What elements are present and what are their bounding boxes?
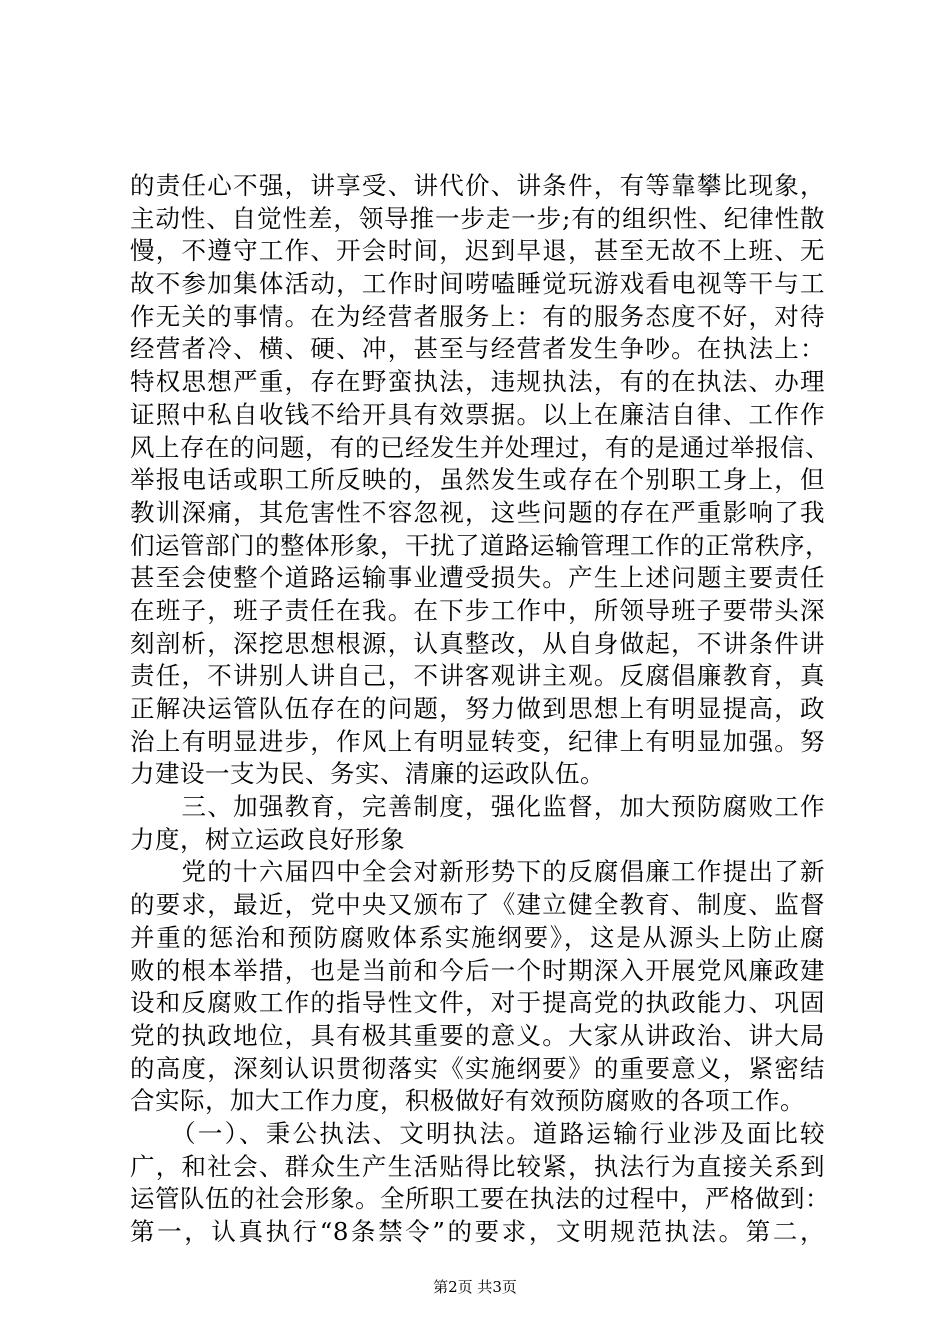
text-line: 党的十六届四中全会对新形势下的反腐倡廉工作提出了新 <box>130 857 825 887</box>
body-text <box>130 170 830 1249</box>
text-line: 证照中私自收钱不给开具有效票据。以上在廉洁自律、工作作 <box>130 399 825 429</box>
text-line: 并重的惩治和预防腐败体系实施纲要》，这是从源头上防止腐 <box>130 922 825 952</box>
text-line: 力建设一支为民、务实、清廉的运政队伍。 <box>130 759 605 789</box>
page-number-label: 第2页 共3页 <box>433 1278 517 1296</box>
text-line: 主动性、自觉性差，领导推一步走一步;有的组织性、纪律性散 <box>130 203 825 233</box>
text-line: 的要求，最近，党中央又颁布了《建立健全教育、制度、监督 <box>130 890 825 920</box>
text-line: （一）、秉公执法、文明执法。道路运输行业涉及面比较 <box>130 1118 825 1148</box>
text-line: 正解决运管队伍存在的问题，努力做到思想上有明显提高，政 <box>130 694 825 723</box>
text-line: 的高度，深刻认识贯彻落实《实施纲要》的重要意义，紧密结 <box>130 1053 825 1083</box>
text-line: 教训深痛，其危害性不容忽视，这些问题的存在严重影响了我 <box>130 497 825 527</box>
text-line: 运管队伍的社会形象。全所职工要在执法的过程中，严格做到： <box>130 1184 830 1214</box>
text-line: 败的根本举措，也是当前和今后一个时期深入开展党风廉政建 <box>130 955 825 985</box>
text-line: 故不参加集体活动，工作时间唠嗑睡觉玩游戏看电视等干与工 <box>130 269 825 299</box>
text-line: 举报电话或职工所反映的，虽然发生或存在个别职工身上，但 <box>130 465 825 495</box>
text-line: 合实际，加大工作力度，积极做好有效预防腐败的各项工作。 <box>130 1086 805 1116</box>
text-line: 治上有明显进步，作风上有明显转变，纪律上有明显加强。努 <box>130 726 825 756</box>
text-line: 风上存在的问题，有的已经发生并处理过，有的是通过举报信、 <box>130 432 830 462</box>
text-line: 责任，不讲别人讲自己，不讲客观讲主观。反腐倡廉教育，真 <box>130 661 825 691</box>
text-line: 设和反腐败工作的指导性文件，对于提高党的执政能力、巩固 <box>130 988 825 1018</box>
text-line: 党的执政地位，具有极其重要的意义。大家从讲政治、讲大局 <box>130 1020 825 1050</box>
text-line: 的责任心不强，讲享受、讲代价、讲条件，有等靠攀比现象， <box>130 171 825 200</box>
page-footer <box>0 1277 950 1297</box>
text-line: 经营者冷、横、硬、冲，甚至与经营者发生争吵。在执法上： <box>130 334 825 364</box>
text-line: 广，和社会、群众生产生活贴得比较紧，执法行为直接关系到 <box>130 1151 825 1181</box>
text-line: 作无关的事情。在为经营者服务上：有的服务态度不好，对待 <box>130 301 825 331</box>
text-line: 甚至会使整个道路运输事业遭受损失。产生上述问题主要责任 <box>130 563 825 593</box>
section-heading-line: 三、加强教育，完善制度，强化监督，加大预防腐败工作 <box>130 792 825 822</box>
text-line: 特权思想严重，存在野蛮执法，违规执法，有的在执法、办理 <box>130 367 825 397</box>
text-line: 在班子，班子责任在我。在下步工作中，所领导班子要带头深 <box>130 595 825 625</box>
text-line: 们运管部门的整体形象，干扰了道路运输管理工作的正常秩序， <box>130 530 830 560</box>
text-line: 第一，认真执行“8条禁令”的要求，文明规范执法。第二， <box>130 1217 825 1246</box>
text-line: 刻剖析，深挖思想根源，认真整改，从自身做起，不讲条件讲 <box>130 628 825 658</box>
section-heading-line: 力度，树立运政良好形象 <box>130 824 405 854</box>
text-line: 慢，不遵守工作、开会时间，迟到早退，甚至无故不上班、无 <box>130 236 825 266</box>
